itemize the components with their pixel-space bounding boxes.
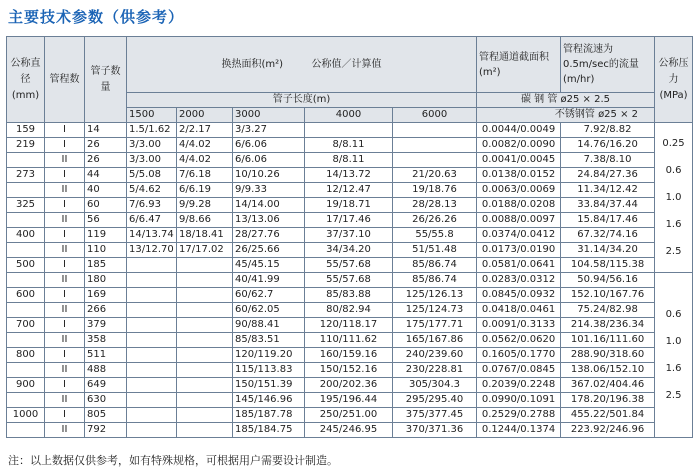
section-cell: 0.0088/0.0097 xyxy=(477,213,561,228)
flow-cell: 152.10/167.76 xyxy=(561,288,655,303)
header-area-note: 公称值／计算值 xyxy=(311,58,382,70)
passes-cell: I xyxy=(45,408,85,423)
section-cell: 0.0283/0.0312 xyxy=(477,273,561,288)
passes-cell: II xyxy=(45,423,85,438)
area-2000-cell xyxy=(177,333,233,348)
passes-cell: I xyxy=(45,138,85,153)
area-2000-cell xyxy=(177,303,233,318)
area-6000-cell: 240/239.60 xyxy=(393,348,477,363)
area-6000-cell: 51/51.48 xyxy=(393,243,477,258)
dn-cell: 500 xyxy=(7,258,45,273)
area-4000-cell: 37/37.10 xyxy=(305,228,393,243)
flow-cell: 104.58/115.38 xyxy=(561,258,655,273)
area-4000-cell: 110/111.62 xyxy=(305,333,393,348)
area-6000-cell: 165/167.86 xyxy=(393,333,477,348)
dn-cell: 700 xyxy=(7,318,45,333)
header-l3000: 3000 xyxy=(233,108,305,123)
header-area-label: 换热面积(m²) xyxy=(221,58,284,70)
area-4000-cell: 160/159.16 xyxy=(305,348,393,363)
dn-cell: 800 xyxy=(7,348,45,363)
area-6000-cell: 375/377.45 xyxy=(393,408,477,423)
flow-cell: 67.32/74.16 xyxy=(561,228,655,243)
flow-cell: 101.16/111.60 xyxy=(561,333,655,348)
tubes-cell: 40 xyxy=(85,183,127,198)
header-l2000: 2000 xyxy=(177,108,233,123)
area-4000-cell: 120/118.17 xyxy=(305,318,393,333)
area-3000-cell: 90/88.41 xyxy=(233,318,305,333)
section-cell: 0.1605/0.1770 xyxy=(477,348,561,363)
area-2000-cell: 18/18.41 xyxy=(177,228,233,243)
area-4000-cell: 19/18.71 xyxy=(305,198,393,213)
area-3000-cell: 6/6.06 xyxy=(233,153,305,168)
area-1500-cell xyxy=(127,363,177,378)
section-cell: 0.0091/0.3133 xyxy=(477,318,561,333)
flow-cell: 288.90/318.60 xyxy=(561,348,655,363)
passes-cell: II xyxy=(45,333,85,348)
dn-cell xyxy=(7,153,45,168)
page-title: 主要技术参数（供参考） xyxy=(8,8,185,26)
area-3000-cell: 115/113.83 xyxy=(233,363,305,378)
area-6000-cell: 85/86.74 xyxy=(393,273,477,288)
table-row xyxy=(7,333,693,348)
section-cell: 0.0173/0.0190 xyxy=(477,243,561,258)
tubes-cell: 26 xyxy=(85,138,127,153)
area-6000-cell: 21/20.63 xyxy=(393,168,477,183)
area-4000-cell: 85/83.88 xyxy=(305,288,393,303)
header-area xyxy=(127,37,477,93)
tubes-cell: 185 xyxy=(85,258,127,273)
passes-cell: I xyxy=(45,318,85,333)
area-4000-cell: 245/246.95 xyxy=(305,423,393,438)
area-3000-cell: 13/13.06 xyxy=(233,213,305,228)
dn-cell xyxy=(7,183,45,198)
area-2000-cell xyxy=(177,318,233,333)
table-row xyxy=(7,348,693,363)
tubes-cell: 805 xyxy=(85,408,127,423)
area-3000-cell: 6/6.06 xyxy=(233,138,305,153)
header-l1500: 1500 xyxy=(127,108,177,123)
dn-cell: 1000 xyxy=(7,408,45,423)
header-length: 管子长度(m) xyxy=(127,93,477,108)
area-3000-cell: 60/62.7 xyxy=(233,288,305,303)
flow-cell: 367.02/404.46 xyxy=(561,378,655,393)
area-3000-cell: 26/25.66 xyxy=(233,243,305,258)
passes-cell: I xyxy=(45,348,85,363)
dn-cell: 900 xyxy=(7,378,45,393)
flow-cell: 223.92/246.96 xyxy=(561,423,655,438)
flow-cell: 50.94/56.16 xyxy=(561,273,655,288)
area-3000-cell: 185/184.75 xyxy=(233,423,305,438)
passes-cell: I xyxy=(45,123,85,138)
passes-cell: I xyxy=(45,258,85,273)
area-1500-cell xyxy=(127,378,177,393)
area-2000-cell xyxy=(177,258,233,273)
table-row xyxy=(7,198,693,213)
area-6000-cell: 19/18.76 xyxy=(393,183,477,198)
tubes-cell: 358 xyxy=(85,333,127,348)
area-6000-cell: 85/86.74 xyxy=(393,258,477,273)
tubes-cell: 119 xyxy=(85,228,127,243)
flow-cell: 7.92/8.82 xyxy=(561,123,655,138)
pressure-value: 2.5 xyxy=(665,390,682,401)
tubes-cell: 630 xyxy=(85,393,127,408)
passes-cell: I xyxy=(45,228,85,243)
area-2000-cell xyxy=(177,288,233,303)
area-2000-cell: 6/6.19 xyxy=(177,183,233,198)
pressure-cell xyxy=(655,273,693,438)
tubes-cell: 379 xyxy=(85,318,127,333)
area-3000-cell: 185/187.78 xyxy=(233,408,305,423)
table-row xyxy=(7,393,693,408)
flow-cell: 455.22/501.84 xyxy=(561,408,655,423)
area-1500-cell: 3/3.00 xyxy=(127,138,177,153)
area-6000-cell xyxy=(393,123,477,138)
tubes-cell: 266 xyxy=(85,303,127,318)
area-1500-cell xyxy=(127,423,177,438)
dn-cell xyxy=(7,273,45,288)
area-2000-cell: 4/4.02 xyxy=(177,138,233,153)
area-6000-cell: 305/304.3 xyxy=(393,378,477,393)
area-6000-cell: 230/228.81 xyxy=(393,363,477,378)
passes-cell: II xyxy=(45,183,85,198)
flow-cell: 7.38/8.10 xyxy=(561,153,655,168)
section-cell: 0.0845/0.0932 xyxy=(477,288,561,303)
table-row xyxy=(7,213,693,228)
table-row xyxy=(7,378,693,393)
area-6000-cell xyxy=(393,153,477,168)
area-1500-cell: 5/4.62 xyxy=(127,183,177,198)
tubes-cell: 26 xyxy=(85,153,127,168)
area-1500-cell: 3/3.00 xyxy=(127,153,177,168)
dn-cell xyxy=(7,393,45,408)
area-1500-cell: 7/6.93 xyxy=(127,198,177,213)
area-2000-cell xyxy=(177,408,233,423)
flow-cell: 24.84/27.36 xyxy=(561,168,655,183)
flow-cell: 178.20/196.38 xyxy=(561,393,655,408)
tubes-cell: 56 xyxy=(85,213,127,228)
pressure-value: 0.6 xyxy=(665,165,682,176)
area-2000-cell xyxy=(177,378,233,393)
tubes-cell: 14 xyxy=(85,123,127,138)
flow-cell: 33.84/37.44 xyxy=(561,198,655,213)
dn-cell: 325 xyxy=(7,198,45,213)
area-4000-cell: 8/8.11 xyxy=(305,153,393,168)
table-row xyxy=(7,423,693,438)
table-row xyxy=(7,138,693,153)
tubes-cell: 110 xyxy=(85,243,127,258)
header-dn: 公称直径(mm) xyxy=(7,37,45,123)
section-cell: 0.0767/0.0845 xyxy=(477,363,561,378)
flow-cell: 214.38/236.34 xyxy=(561,318,655,333)
table-row xyxy=(7,408,693,423)
area-4000-cell: 17/17.46 xyxy=(305,213,393,228)
area-1500-cell xyxy=(127,393,177,408)
section-cell: 0.0990/0.1091 xyxy=(477,393,561,408)
pressure-value: 1.0 xyxy=(665,336,682,347)
area-6000-cell: 125/126.13 xyxy=(393,288,477,303)
table-row xyxy=(7,258,693,273)
tubes-cell: 44 xyxy=(85,168,127,183)
area-6000-cell: 125/124.73 xyxy=(393,303,477,318)
area-1500-cell xyxy=(127,258,177,273)
header-passes: 管程数 xyxy=(45,37,85,123)
area-6000-cell: 26/26.26 xyxy=(393,213,477,228)
passes-cell: I xyxy=(45,198,85,213)
area-3000-cell: 45/45.15 xyxy=(233,258,305,273)
area-4000-cell: 200/202.36 xyxy=(305,378,393,393)
dn-cell xyxy=(7,333,45,348)
passes-cell: II xyxy=(45,303,85,318)
table-row xyxy=(7,183,693,198)
section-cell: 0.0374/0.0412 xyxy=(477,228,561,243)
area-1500-cell: 13/12.70 xyxy=(127,243,177,258)
area-3000-cell: 14/14.00 xyxy=(233,198,305,213)
flow-cell: 31.14/34.20 xyxy=(561,243,655,258)
flow-cell: 15.84/17.46 xyxy=(561,213,655,228)
dn-cell: 273 xyxy=(7,168,45,183)
area-4000-cell: 195/196.44 xyxy=(305,393,393,408)
area-1500-cell xyxy=(127,273,177,288)
area-2000-cell: 9/9.28 xyxy=(177,198,233,213)
area-3000-cell: 120/119.20 xyxy=(233,348,305,363)
footnote: 注：以上数据仅供参考，如有特殊规格，可根据用户需要设计制造。 xyxy=(8,454,338,467)
area-2000-cell: 17/17.02 xyxy=(177,243,233,258)
section-cell: 0.2039/0.2248 xyxy=(477,378,561,393)
dn-cell xyxy=(7,423,45,438)
area-2000-cell xyxy=(177,348,233,363)
table-row xyxy=(7,153,693,168)
tubes-cell: 511 xyxy=(85,348,127,363)
area-4000-cell: 55/57.68 xyxy=(305,273,393,288)
header-l4000: 4000 xyxy=(305,108,393,123)
area-6000-cell xyxy=(393,138,477,153)
pressure-value: 2.5 xyxy=(665,246,682,257)
table-row xyxy=(7,318,693,333)
area-1500-cell xyxy=(127,288,177,303)
passes-cell: II xyxy=(45,243,85,258)
dn-cell xyxy=(7,243,45,258)
header-flow: 管程流速为0.5m/sec的流量(m/hr) xyxy=(561,37,655,93)
header-section: 管程通道截面积(m²) xyxy=(477,37,561,93)
section-cell: 0.0188/0.0208 xyxy=(477,198,561,213)
tubes-cell: 792 xyxy=(85,423,127,438)
section-cell: 0.0063/0.0069 xyxy=(477,183,561,198)
area-4000-cell: 80/82.94 xyxy=(305,303,393,318)
passes-cell: II xyxy=(45,153,85,168)
tubes-cell: 180 xyxy=(85,273,127,288)
area-1500-cell xyxy=(127,348,177,363)
tubes-cell: 169 xyxy=(85,288,127,303)
table-row xyxy=(7,168,693,183)
pressure-value: 0.25 xyxy=(662,138,685,149)
area-4000-cell: 250/251.00 xyxy=(305,408,393,423)
area-1500-cell: 14/13.74 xyxy=(127,228,177,243)
section-cell: 0.1244/0.1374 xyxy=(477,423,561,438)
passes-cell: I xyxy=(45,288,85,303)
pressure-value: 1.6 xyxy=(665,219,682,230)
table-row xyxy=(7,288,693,303)
passes-cell: I xyxy=(45,378,85,393)
section-cell: 0.0082/0.0090 xyxy=(477,138,561,153)
area-3000-cell: 60/62.05 xyxy=(233,303,305,318)
area-3000-cell: 40/41.99 xyxy=(233,273,305,288)
header-tubes: 管子数量 xyxy=(85,37,127,123)
section-cell: 0.0581/0.0641 xyxy=(477,258,561,273)
area-2000-cell: 2/2.17 xyxy=(177,123,233,138)
area-4000-cell: 14/13.72 xyxy=(305,168,393,183)
area-4000-cell: 12/12.47 xyxy=(305,183,393,198)
area-3000-cell: 85/83.51 xyxy=(233,333,305,348)
area-1500-cell xyxy=(127,333,177,348)
passes-cell: II xyxy=(45,363,85,378)
flow-cell: 138.06/152.10 xyxy=(561,363,655,378)
tubes-cell: 649 xyxy=(85,378,127,393)
dn-cell xyxy=(7,363,45,378)
dn-cell xyxy=(7,303,45,318)
area-6000-cell: 295/295.40 xyxy=(393,393,477,408)
section-cell: 0.2529/0.2788 xyxy=(477,408,561,423)
area-1500-cell: 5/5.08 xyxy=(127,168,177,183)
section-cell: 0.0044/0.0049 xyxy=(477,123,561,138)
flow-cell: 11.34/12.42 xyxy=(561,183,655,198)
passes-cell: II xyxy=(45,273,85,288)
section-cell: 0.0138/0.0152 xyxy=(477,168,561,183)
dn-cell: 219 xyxy=(7,138,45,153)
pressure-value: 0.6 xyxy=(665,309,682,320)
header-carbon: 碳 钢 管 ø25 × 2.5 xyxy=(477,93,655,108)
area-4000-cell: 34/34.20 xyxy=(305,243,393,258)
table-row xyxy=(7,363,693,378)
area-3000-cell: 145/146.96 xyxy=(233,393,305,408)
header-pressure: 公称压力(MPa) xyxy=(655,37,693,123)
area-2000-cell: 7/6.18 xyxy=(177,168,233,183)
area-4000-cell: 55/57.68 xyxy=(305,258,393,273)
area-1500-cell: 1.5/1.62 xyxy=(127,123,177,138)
area-4000-cell: 8/8.11 xyxy=(305,138,393,153)
pressure-cell xyxy=(655,123,693,273)
pressure-value: 1.0 xyxy=(665,192,682,203)
table-row xyxy=(7,123,693,138)
tubes-cell: 60 xyxy=(85,198,127,213)
area-2000-cell xyxy=(177,363,233,378)
area-6000-cell: 175/177.71 xyxy=(393,318,477,333)
area-3000-cell: 150/151.39 xyxy=(233,378,305,393)
tubes-cell: 488 xyxy=(85,363,127,378)
area-2000-cell: 4/4.02 xyxy=(177,153,233,168)
dn-cell: 400 xyxy=(7,228,45,243)
pressure-value: 1.6 xyxy=(665,363,682,374)
area-2000-cell xyxy=(177,423,233,438)
area-1500-cell: 6/6.47 xyxy=(127,213,177,228)
header-l6000: 6000 xyxy=(393,108,477,123)
area-2000-cell xyxy=(177,273,233,288)
section-cell: 0.0562/0.0620 xyxy=(477,333,561,348)
area-2000-cell: 9/8.66 xyxy=(177,213,233,228)
area-1500-cell xyxy=(127,303,177,318)
area-6000-cell: 28/28.13 xyxy=(393,198,477,213)
passes-cell: II xyxy=(45,393,85,408)
dn-cell: 159 xyxy=(7,123,45,138)
area-1500-cell xyxy=(127,318,177,333)
table-row xyxy=(7,228,693,243)
area-3000-cell: 10/10.26 xyxy=(233,168,305,183)
area-6000-cell: 55/55.8 xyxy=(393,228,477,243)
flow-cell: 14.76/16.20 xyxy=(561,138,655,153)
passes-cell: I xyxy=(45,168,85,183)
spec-table xyxy=(6,36,693,438)
passes-cell: II xyxy=(45,213,85,228)
section-cell: 0.0041/0.0045 xyxy=(477,153,561,168)
table-row xyxy=(7,273,693,288)
area-3000-cell: 28/27.76 xyxy=(233,228,305,243)
area-4000-cell: 150/152.16 xyxy=(305,363,393,378)
table-row xyxy=(7,243,693,258)
section-cell: 0.0418/0.0461 xyxy=(477,303,561,318)
area-6000-cell: 370/371.36 xyxy=(393,423,477,438)
flow-cell: 75.24/82.98 xyxy=(561,303,655,318)
area-2000-cell xyxy=(177,393,233,408)
table-row xyxy=(7,303,693,318)
area-4000-cell xyxy=(305,123,393,138)
area-3000-cell: 3/3.27 xyxy=(233,123,305,138)
dn-cell: 600 xyxy=(7,288,45,303)
header-stainless: 不锈钢管 ø25 × 2 xyxy=(477,108,655,123)
area-1500-cell xyxy=(127,408,177,423)
area-3000-cell: 9/9.33 xyxy=(233,183,305,198)
dn-cell xyxy=(7,213,45,228)
